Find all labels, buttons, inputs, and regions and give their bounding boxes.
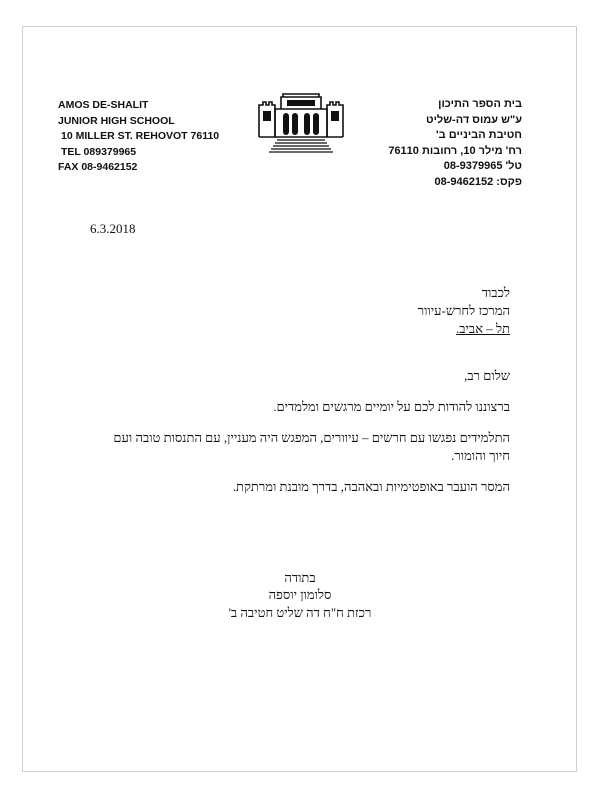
school-header-hebrew [388, 97, 522, 190]
school-level-he: חטיבת הביניים ב' [436, 129, 522, 141]
school-level-en: JUNIOR HIGH SCHOOL [58, 114, 175, 127]
school-name-he: בית הספר התיכון [438, 98, 522, 110]
paragraph-thanks: ברצוננו להודות לכם על יומיים מרגשים ומלמדים. [273, 399, 510, 414]
school-name-en: AMOS DE-SHALIT [58, 99, 149, 111]
school-fax-en: FAX 08-9462152 [58, 161, 138, 173]
recipient-block [90, 284, 510, 338]
school-phone-en: TEL 089379965 [61, 145, 137, 158]
paragraph-meeting: התלמידים נפגשו עם חרשים – עיוורים, המפגש היה מעניין, עם התנסות טובה ועם חיוך והומור. [113, 430, 510, 463]
school-fax-he: פקס: 08-9462152 [434, 175, 522, 188]
signer-name: סלומון יוספה [268, 587, 332, 602]
recipient-city: תל – אביב. [456, 321, 510, 336]
school-building-logo-icon [257, 93, 345, 155]
school-address-he: רח' מילר 10, רחובות 76110 [388, 144, 522, 157]
school-phone-he: טל' 08-9379965 [443, 160, 522, 172]
recipient-organization: המרכז לחרש-עיוור [417, 303, 510, 318]
recipient-salutation: לכבוד [481, 285, 510, 300]
closing: בתודה [284, 570, 316, 585]
school-header-english [58, 98, 219, 176]
school-dedication-he: ע"ש עמוס דה-שליט [426, 113, 522, 126]
paragraph-message: המסר הועבר באופטימיות ובאהבה, בדרך מובנת ומרתקת. [232, 479, 510, 494]
signature-block [180, 586, 420, 622]
greeting: שלום רב, [464, 368, 510, 383]
signer-title: רכזת ח"ח דה שליט חטיבה ב' [228, 605, 372, 620]
school-address-en: 10 MILLER ST. REHOVOT 76110 [61, 130, 220, 142]
letter-date: 6.3.2018 [90, 221, 136, 236]
